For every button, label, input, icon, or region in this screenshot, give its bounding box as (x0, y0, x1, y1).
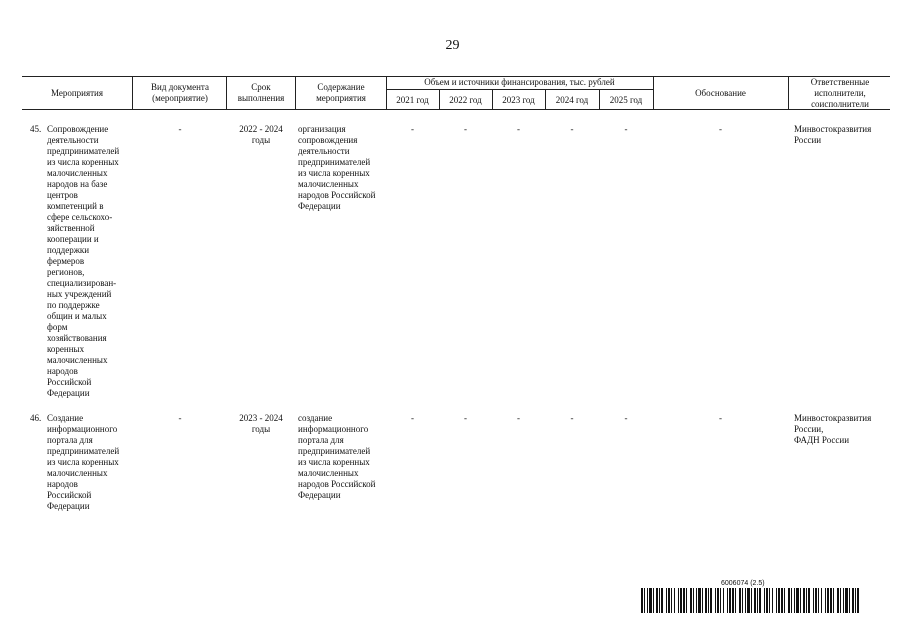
row-justification: - (719, 124, 722, 134)
row-number: 45. (30, 124, 42, 134)
row-measure: Сопровождение деятельности предпринимателей из числа коренных малочисленных народов на базе центров компетенций в сфере сельскохо- зяйственной кооперации и поддержки фермеров регионов, специализирован- ных учреждений по поддержке общин и малых форм хозяйствования коренных малочисленных народов Российской Федерации (47, 124, 120, 398)
row-number: 46. (30, 413, 42, 423)
row-content: создание информационного портала для предпринимателей из числа коренных малочисленных народов Российской Федерации (298, 413, 376, 500)
header-year-2025: 2025 год (609, 95, 643, 105)
row-year-2024: - (570, 124, 574, 134)
row-year-2022: - (464, 124, 467, 134)
row-content: организация сопровождения деятельности предпринимателей из числа коренных малочисленных народов Российской Федерации (298, 124, 376, 211)
row-term: 2023 - 2024 годы (239, 413, 283, 434)
row-year-2022: - (464, 413, 467, 423)
row-year-2025: - (624, 413, 628, 423)
page-number: 29 (445, 38, 460, 53)
header-year-2024: 2024 год (555, 95, 589, 105)
header-responsible: Ответственные исполнители, соисполнители (810, 77, 870, 109)
header-year-2022: 2022 год (449, 95, 482, 105)
funding-subheader-rule (386, 89, 653, 90)
row-responsible: Минвостокразвития России (794, 124, 872, 145)
row-doc-type: - (178, 124, 182, 134)
row-doc-type: - (178, 413, 182, 423)
header-year-2023: 2023 год (502, 95, 535, 105)
header-content: Содержание мероприятия (316, 82, 366, 103)
row-year-2023: - (517, 124, 520, 134)
header-year-2021: 2021 год (396, 95, 429, 105)
barcode-icon (641, 588, 862, 613)
header-justification: Обоснование (695, 88, 746, 98)
row-year-2025: - (624, 124, 628, 134)
row-year-2023: - (517, 413, 520, 423)
col-divider (132, 76, 133, 109)
header-doc-type: Вид документа (мероприятие) (151, 82, 209, 103)
row-justification: - (719, 413, 722, 423)
header-measures: Мероприятия (50, 88, 104, 98)
header-bottom-rule (22, 109, 890, 110)
col-divider (788, 76, 789, 109)
header-funding-group: Объем и источники финансирования, тыс. рублей (424, 77, 615, 87)
row-term: 2022 - 2024 годы (239, 124, 283, 145)
col-divider (295, 76, 296, 109)
row-year-2024: - (570, 413, 574, 423)
col-divider (226, 76, 227, 109)
barcode-number: 6006074 (2.5) (721, 580, 765, 587)
row-responsible: Минвостокразвития России, ФАДН России (794, 413, 872, 445)
row-year-2021: - (411, 124, 414, 134)
header-term: Срок выполнения (237, 82, 285, 103)
row-year-2021: - (411, 413, 414, 423)
row-measure: Создание информационного портала для предпринимателей из числа коренных малочисленных народов Российской Федерации (47, 413, 120, 511)
